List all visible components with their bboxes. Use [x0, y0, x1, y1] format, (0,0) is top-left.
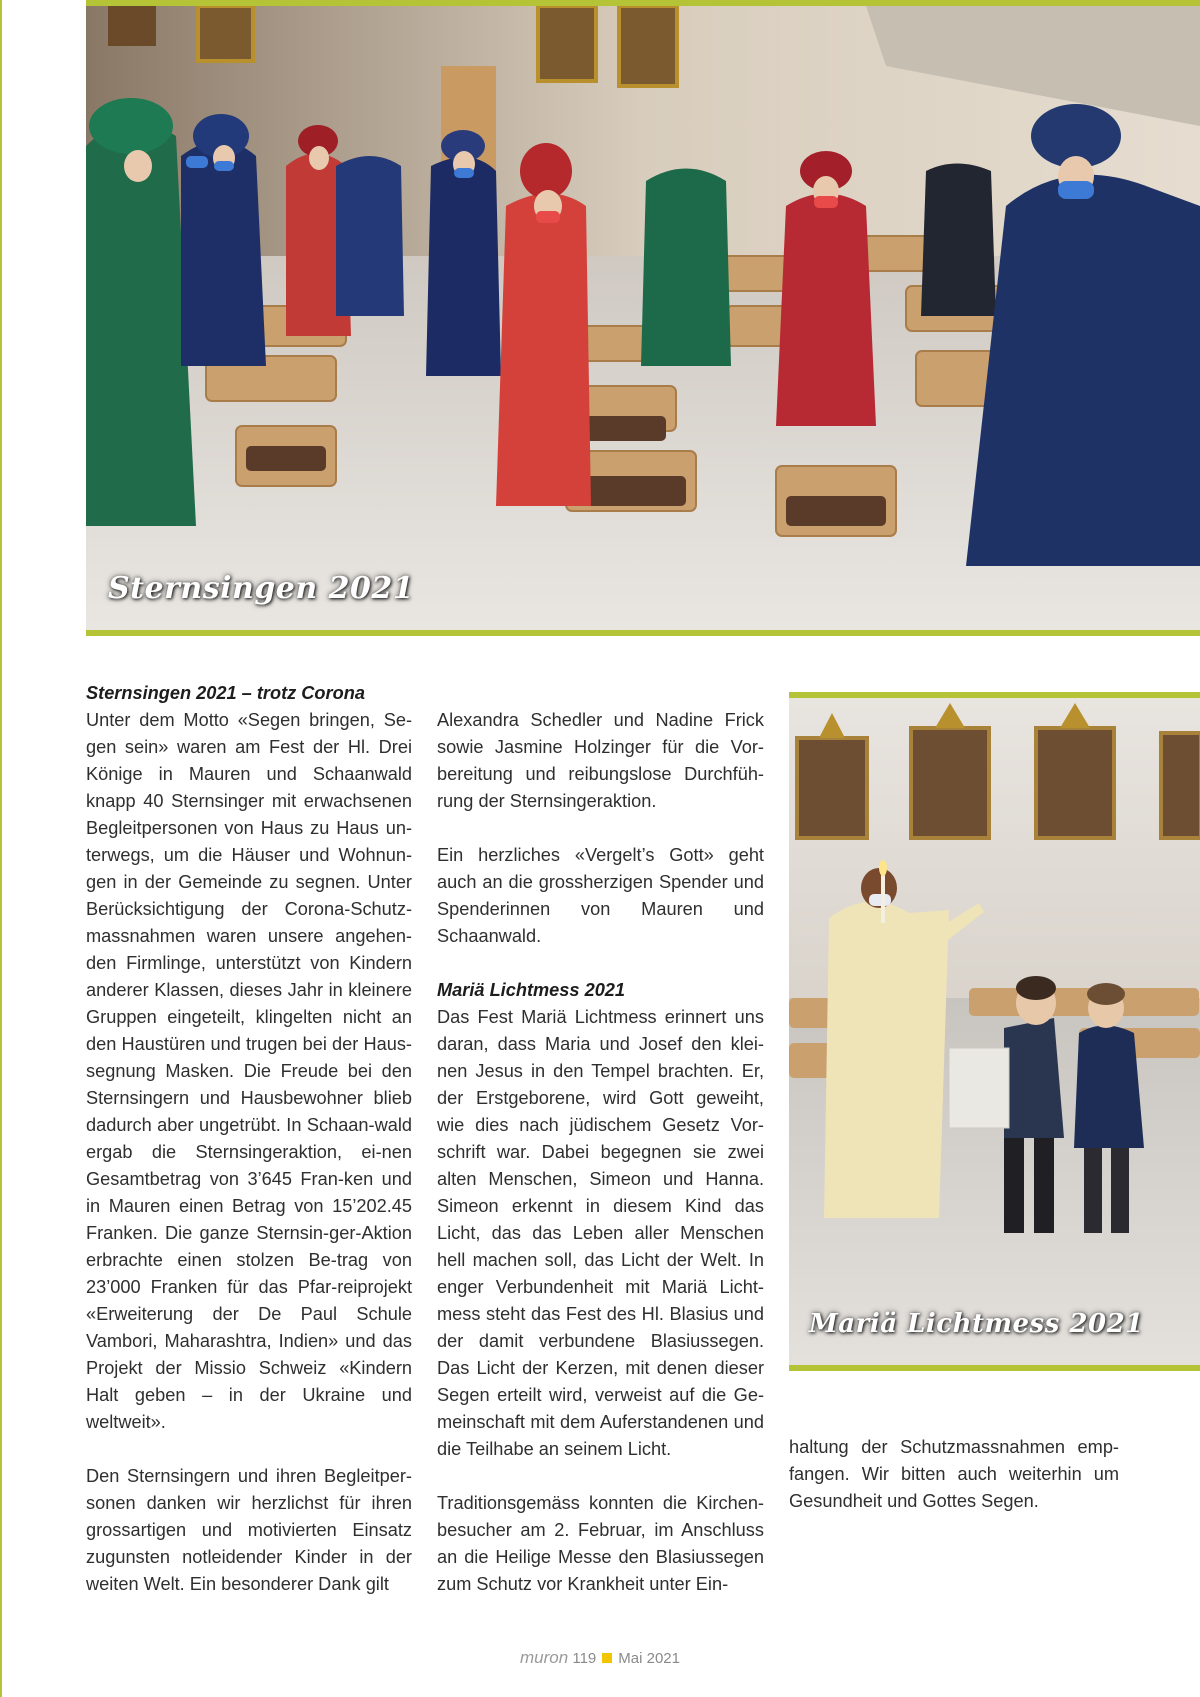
lichtmess-paragraph-2: Traditionsgemäss konnten die Kirchen-besucher am 2. Februar, im Anschluss an die Heilige Messe den Blasiussegen zum Schutz vor Krankheit unter Ein- [437, 1493, 764, 1594]
footer-brand: muron [520, 1648, 569, 1667]
sternsingen-heading: Sternsingen 2021 – trotz Corona [86, 683, 365, 703]
footer-date: Mai 2021 [618, 1650, 680, 1667]
sternsingen-paragraph-3: Alexandra Schedler und Nadine Frick sowie Jasmine Holzinger für die Vor-bereitung und reibungslose Durchfüh-rung der Sternsingeraktion. [437, 710, 764, 811]
footer-issue: 119 [572, 1650, 597, 1667]
lichtmess-heading: Mariä Lichtmess 2021 [437, 980, 626, 1000]
article-col2 [437, 707, 764, 1598]
page-edge-line [0, 0, 2, 1697]
page-footer [0, 1648, 1200, 1668]
article-sternsingen-col1 [86, 680, 412, 1598]
sternsingen-paragraph-1: Unter dem Motto «Segen bringen, Se-gen sein» waren am Fest der Hl. Drei Könige in Mauren und Schaanwald knapp 40 Sternsinger mit erwachsenen Begleitpersonen von Haus zu Haus un-terwegs, um die Häuser und Wohnun-gen in der Gemeinde zu segnen. Unter Berücksichtigung der Corona-Schutz-massnahmen waren unsere angehen-den Firmlinge, unterstützt von Kindern anderer Klassen, dieses Jahr in kleinere Gruppen eingeteilt, klingelten nicht an den Haustüren und trugen bei der Haus-segnung Masken. Die Freude bei den Sternsingern und Hausbewohner blieb dadurch aber ungetrübt. In Schaan-wald ergab die Sternsingeraktion, ei-nen Gesamtbetrag von 3’645 Fran-ken und in Mauren einen Betrag von 15’202.45 Franken. Die ganze Sternsin-ger-Aktion erbrachte einen stolzen Be-trag von 23’000 Franken für das Pfar-reiprojekt «Erweiterung der De Paul Schule Vambori, Maharashtra, Indien» und das Projekt der Missio Schweiz «Kindern Halt geben – in der Ukraine und weltweit». [86, 710, 412, 1432]
lichtmess-paragraph-1: Das Fest Mariä Lichtmess erinnert uns daran, dass Maria und Josef den klei-nen Jesus in den Tempel brachten. Er, der Erstgeborene, wird Gott geweiht, wie dies nach jüdischem Gesetz Vor-schrift war. Dabei begegnen sie zwei alten Menschen, Simeon und Hanna. Simeon erkennt in diesem Kind das Licht, das das Leben aller Menschen hell machen soll, das Licht der Welt. In enger Verbundenheit mit Mariä Licht-mess steht das Fest des Hl. Blasius und der damit verbundene Blasiussegen. Das Licht der Kerzen, mit denen dieser Segen erteilt wird, verweist auf die Ge-meinschaft mit dem Auferstandenen und die Teilhabe an seinem Licht. [437, 1007, 764, 1459]
article-col3 [789, 1434, 1119, 1515]
sternsingen-caption: Sternsingen 2021 [108, 571, 415, 606]
lichtmess-photo-illustration [789, 698, 1200, 1365]
sternsingen-paragraph-4: Ein herzliches «Vergelt’s Gott» geht auch an die grossherzigen Spender und Spenderinnen von Mauren und Schaanwald. [437, 845, 764, 946]
sternsingen-paragraph-2: Den Sternsingern und ihren Begleitper-sonen danken wir herzlichst für ihren grossartigen und motivierten Einsatz zugunsten notleidender Kinder in der weiten Welt. Ein besonderer Dank gilt [86, 1466, 412, 1594]
sternsingen-photo [86, 0, 1200, 636]
footer-square-icon [602, 1653, 612, 1663]
lichtmess-photo [789, 692, 1200, 1371]
lichtmess-paragraph-3: haltung der Schutzmassnahmen emp-fangen. Wir bitten auch weiterhin um Gesundheit und Gottes Segen. [789, 1437, 1119, 1511]
lichtmess-caption: Mariä Lichtmess 2021 [809, 1309, 1144, 1339]
sternsingen-photo-illustration [86, 6, 1200, 630]
